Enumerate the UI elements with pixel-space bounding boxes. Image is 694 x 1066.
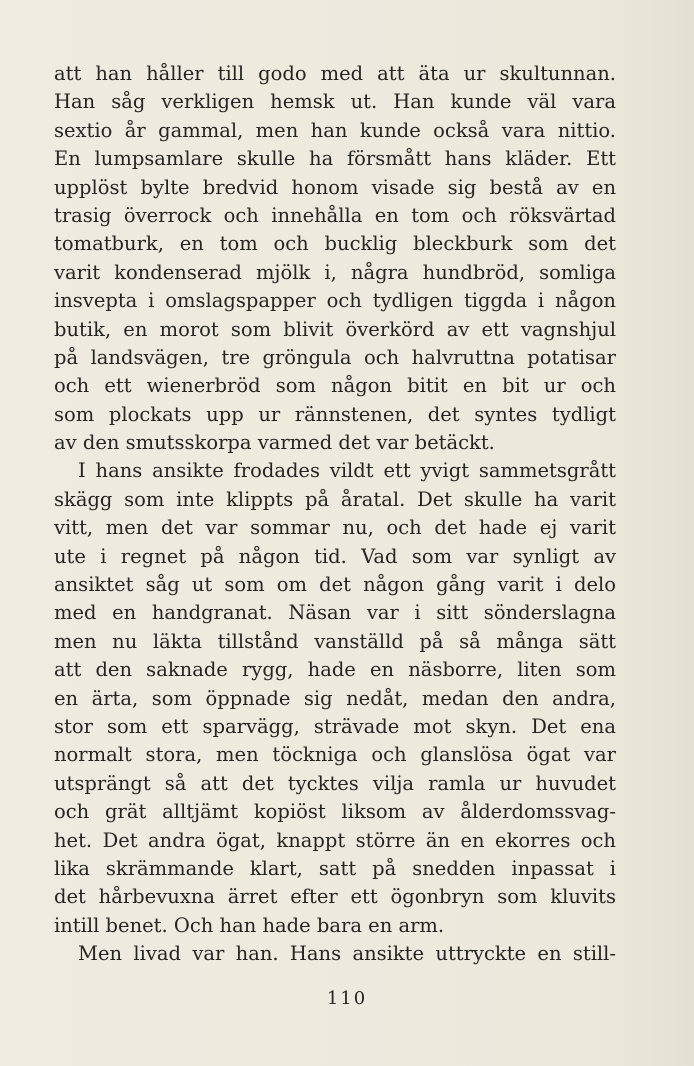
text-line: och grät alltjämt kopiöst liksom av ålderdomssvag- xyxy=(54,800,616,824)
text-line: med en handgranat. Näsan var i sitt sönderslagna xyxy=(54,601,616,625)
text-line: stor som ett sparvägg, strävade mot skyn. Det ena xyxy=(54,714,616,738)
text-line: att han håller till godo med att äta ur skultunnan. xyxy=(54,62,616,85)
text-line: intill benet. Och han hade bara en arm. xyxy=(54,913,445,937)
text-line: som plockats upp ur rännstenen, det syntes tydligt xyxy=(54,402,616,426)
text-line: och ett wienerbröd som någon bitit en bit ur och xyxy=(54,374,616,398)
text-line: det hårbevuxna ärret efter ett ögonbryn som kluvits xyxy=(54,885,616,909)
text-line: sextio år gammal, men han kunde också vara nittio. xyxy=(54,118,616,142)
page-number: 110 xyxy=(326,988,368,1009)
text-line: av den smutsskorpa varmed det var betäckt. xyxy=(54,431,495,455)
body-text xyxy=(54,60,616,969)
text-line: Men livad var han. Hans ansikte uttryckte en still- xyxy=(78,942,616,966)
text-line: utsprängt så att det tycktes vilja ramla ur huvudet xyxy=(54,771,616,795)
text-line: varit kondenserad mjölk i, några hundbröd, somliga xyxy=(54,260,616,284)
text-line: men nu läkta tillstånd vanställd på så många sätt xyxy=(54,629,616,653)
text-line: skägg som inte klippts på åratal. Det skulle ha varit xyxy=(54,487,616,511)
text-line: lika skrämmande klart, satt på snedden inpassat i xyxy=(54,856,616,880)
text-line: trasig överrock och innehålla en tom och röksvärtad xyxy=(54,203,616,227)
text-line: I hans ansikte frodades vildt ett yvigt sammetsgrått xyxy=(78,459,616,483)
text-line: på landsvägen, tre gröngula och halvruttna potatisar xyxy=(54,345,616,369)
text-line: butik, en morot som blivit överkörd av ett vagnshjul xyxy=(54,317,616,341)
text-line: Han såg verkligen hemsk ut. Han kunde väl vara xyxy=(54,90,616,114)
text-line: ansiktet såg ut som om det någon gång varit i delo xyxy=(54,573,616,597)
text-line: En lumpsamlare skulle ha försmått hans kläder. Ett xyxy=(54,147,616,171)
text-line: en ärta, som öppnade sig nedåt, medan den andra, xyxy=(54,686,616,710)
text-line: vitt, men det var sommar nu, och det hade ej varit xyxy=(54,516,616,540)
text-line: upplöst bylte bredvid honom visade sig bestå av en xyxy=(54,175,616,199)
text-line: ute i regnet på någon tid. Vad som var synligt av xyxy=(54,544,616,568)
text-line: tomatburk, en tom och bucklig bleckburk som det xyxy=(54,232,616,256)
text-line: normalt stora, men töckniga och glanslösa ögat var xyxy=(54,743,616,767)
text-line: het. Det andra ögat, knappt större än en ekorres och xyxy=(54,828,616,852)
text-line: insvepta i omslagspapper och tydligen tiggda i någon xyxy=(54,289,616,313)
text-line: att den saknade rygg, hade en näsborre, liten som xyxy=(54,658,616,682)
